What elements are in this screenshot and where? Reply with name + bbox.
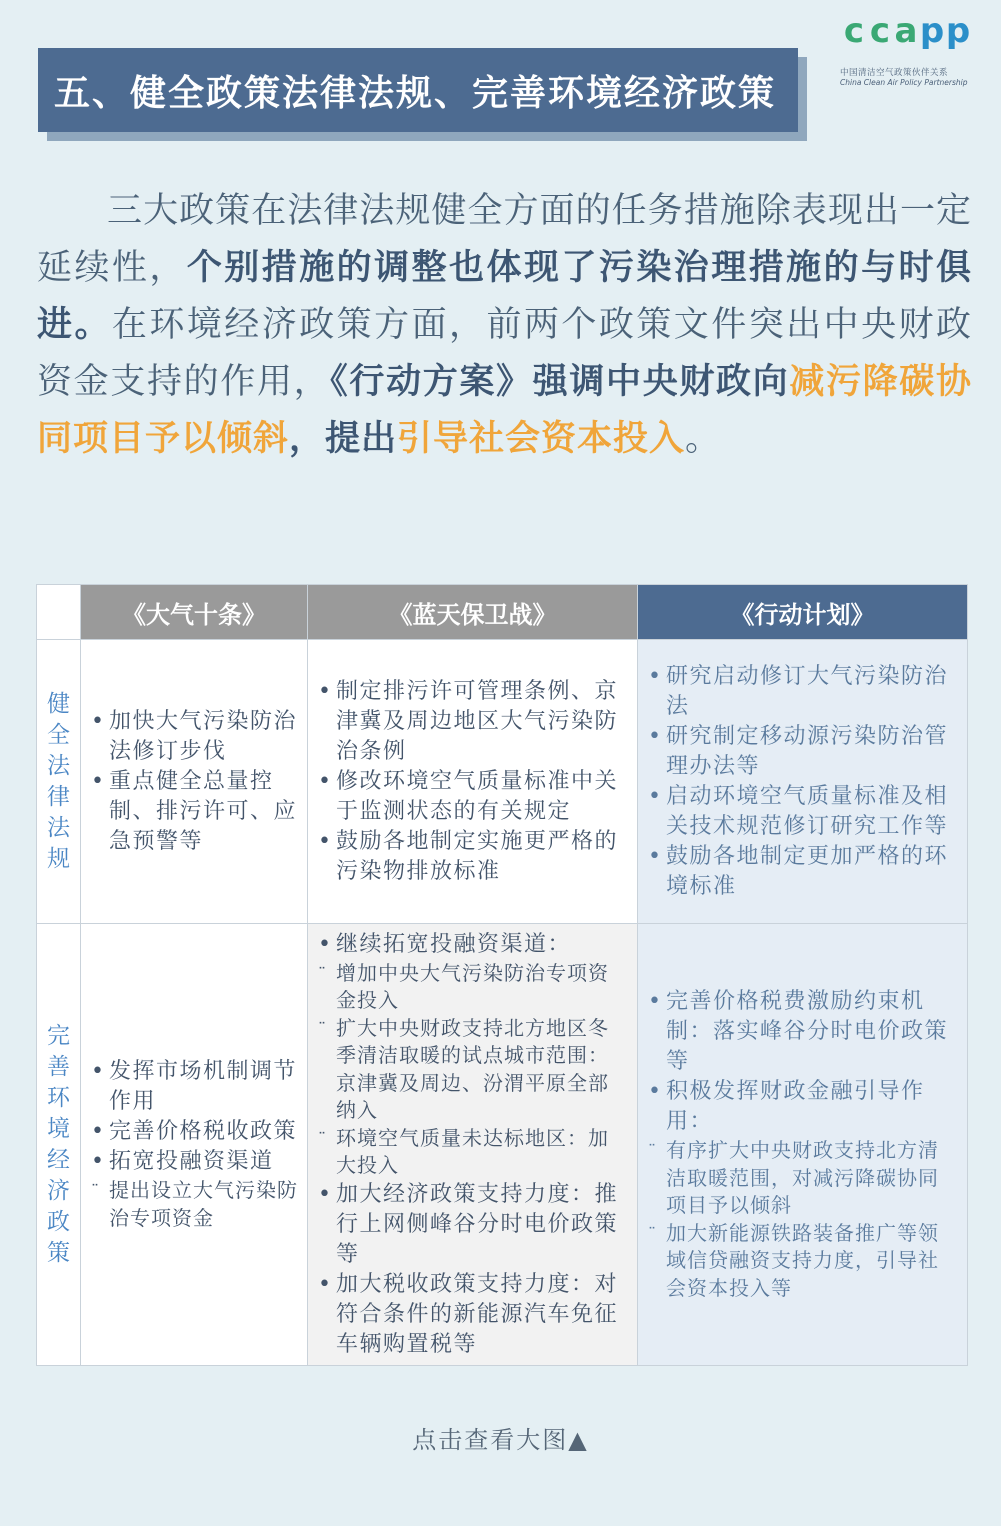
list-item: • 继续拓宽投融资渠道： — [318, 930, 629, 960]
header-corner — [37, 585, 81, 640]
list-item: • 积极发挥财政金融引导作用： — [648, 1077, 959, 1137]
cell-economic-xingdong — [638, 924, 968, 1366]
cell-economic-lantian — [308, 924, 638, 1366]
list-item: • 研究启动修订大气污染防治法 — [648, 662, 959, 722]
header-lantian-baoweizhan: 《蓝天保卫战》 — [308, 585, 638, 640]
cell-laws-lantian — [308, 640, 638, 924]
section-title-bar — [38, 48, 798, 132]
intro-period: 。 — [685, 419, 722, 459]
list-item: • 完善价格税费激励约束机制：落实峰谷分时电价政策等 — [648, 987, 959, 1077]
row-label-laws: 健全法律法规 — [37, 640, 81, 924]
table-row — [37, 640, 968, 924]
view-large-image-link[interactable]: 点击查看大图▲ — [412, 1426, 589, 1454]
list-item: • 加大税收政策支持力度：对符合条件的新能源汽车免征车辆购置税等 — [318, 1270, 629, 1360]
list-item: • 重点健全总量控制、排污许可、应急预警等 — [91, 767, 299, 857]
intro-highlight-2: 引导社会资本投入 — [397, 419, 686, 459]
list-item: • 鼓励各地制定更加严格的环境标准 — [648, 842, 959, 902]
intro-bold-1: 个别措施的调整也体现了污染治理措施的与时俱进。 — [37, 248, 972, 345]
intro-highlight-1: 减污降碳协同项目予以倾斜 — [37, 362, 972, 459]
ccapp-logo — [840, 12, 990, 92]
section-title: 五、健全政策法律法规、完善环境经济政策 — [54, 72, 777, 114]
list-item: • 研究制定移动源污染防治管理办法等 — [648, 722, 959, 782]
list-item: • 发挥市场机制调节作用 — [91, 1057, 299, 1117]
header-xingdong-jihua: 《行动计划》 — [638, 585, 968, 640]
list-item: • 拓宽投融资渠道 — [91, 1147, 299, 1177]
logo-cn-text: 中国清洁空气政策伙伴关系 — [840, 68, 949, 78]
logo-letter-icon: p — [945, 11, 971, 51]
list-item: • 启动环境空气质量标准及相关技术规范修订研究工作等 — [648, 782, 959, 842]
intro-bold-2: 《行动方案》强调中央财政向 — [330, 362, 790, 402]
list-item: ¨ 增加中央大气污染防治专项资金投入 — [318, 960, 629, 1015]
table-row — [37, 924, 968, 1366]
logo-en-text: China Clean Air Policy Partnership — [840, 78, 968, 87]
logo-letter-icon: c — [869, 11, 891, 51]
list-item: • 加大经济政策支持力度：推行上网侧峰谷分时电价政策等 — [318, 1180, 629, 1270]
logo-letter-icon: p — [919, 11, 945, 51]
list-item: ¨ 环境空气质量未达标地区：加大投入 — [318, 1125, 629, 1180]
intro-paragraph — [37, 183, 972, 468]
intro-text-2: 在环境经济政策方面，前两个政策文件突出中央财政资金支持的作用， — [37, 305, 972, 402]
intro-text-1: 三大政策在法律法规健全方面的任务措施除表现出一定延续性， — [37, 191, 972, 288]
cell-laws-daqi — [81, 640, 308, 924]
table-header-row — [37, 585, 968, 640]
list-item: ¨ 加大新能源铁路装备推广等领域信贷融资支持力度，引导社会资本投入等 — [648, 1220, 959, 1303]
intro-bold-3: ，提出 — [289, 419, 398, 459]
logo-letter-icon: a — [894, 11, 918, 51]
policy-comparison-table — [36, 584, 968, 1366]
list-item: • 修改环境空气质量标准中关于监测状态的有关规定 — [318, 767, 629, 827]
list-item: ¨ 扩大中央财政支持北方地区冬季清洁取暖的试点城市范围：京津冀及周边、汾渭平原全部纳入 — [318, 1015, 629, 1125]
row-label-economic: 完善环境经济政策 — [37, 924, 81, 1366]
list-item: • 鼓励各地制定实施更严格的污染物排放标准 — [318, 827, 629, 887]
cell-laws-xingdong — [638, 640, 968, 924]
list-item: • 加快大气污染防治法修订步伐 — [91, 707, 299, 767]
logo-mark — [840, 12, 990, 50]
cell-economic-daqi — [81, 924, 308, 1366]
logo-letter-icon: c — [843, 11, 865, 51]
list-item: • 完善价格税收政策 — [91, 1117, 299, 1147]
header-daqi-shitiao: 《大气十条》 — [81, 585, 308, 640]
list-item: • 制定排污许可管理条例、京津冀及周边地区大气污染防治条例 — [318, 677, 629, 767]
list-item: ¨ 有序扩大中央财政支持北方清洁取暖范围，对减污降碳协同项目予以倾斜 — [648, 1137, 959, 1220]
list-item: ¨ 提出设立大气污染防治专项资金 — [91, 1177, 299, 1232]
